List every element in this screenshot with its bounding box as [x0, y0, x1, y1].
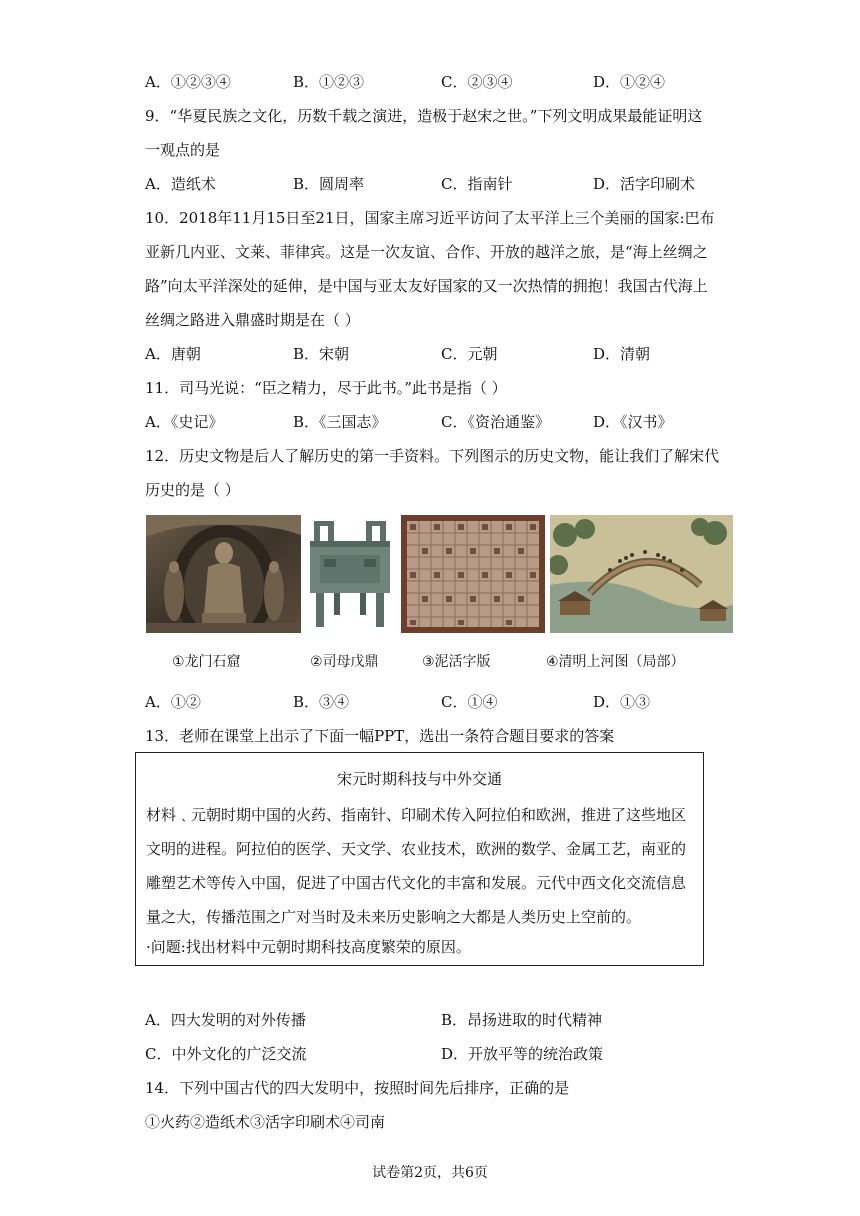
ppt-material-box: [135, 752, 704, 966]
q10-stem-line-4: 丝绸之路进入鼎盛时期是在（ ）: [145, 311, 360, 329]
caption-longmen: ①龙门石窟: [172, 654, 241, 670]
q10-option-c: C．元朝: [441, 345, 498, 363]
q9-option-d: D．活字印刷术: [593, 175, 696, 193]
q13-option-d: D．开放平等的统治政策: [441, 1045, 604, 1063]
q12-option-d: D．①③: [593, 693, 651, 711]
q11-option-c: C．《资治通鉴》: [441, 413, 550, 431]
qingming-scroll-image: [550, 515, 733, 633]
q10-stem-line-2: 亚新几内亚、文莱、菲律宾。这是一次友谊、合作、开放的越洋之旅，是“海上丝绸之: [145, 243, 708, 261]
box-question: ·问题:找出材料中元朝时期科技高度繁荣的原因。: [146, 938, 471, 956]
q13-stem: 13．老师在课堂上出示了下面一幅PPT，选出一条符合题目要求的答案: [145, 727, 615, 745]
q12-stem-line-2: 历史的是（ ）: [145, 481, 240, 499]
clay-movable-type-image: [401, 515, 545, 633]
simuwu-ding-image: [304, 515, 396, 633]
q10-option-d: D．清朝: [593, 345, 651, 363]
q11-option-a: A．《史记》: [145, 413, 224, 431]
box-line-4: 量之大，传播范围之广对当时及未来历史影响之大都是人类历史上空前的。: [146, 908, 642, 926]
q9-option-c: C．指南针: [441, 175, 513, 193]
q14-stem-line-2: ①火药②造纸术③活字印刷术④司南: [145, 1113, 386, 1131]
q12-option-a: A．①②: [145, 693, 201, 711]
q8-option-b: B．①②③: [293, 73, 365, 91]
q10-option-a: A．唐朝: [145, 345, 201, 363]
q8-option-c: C．②③④: [441, 73, 513, 91]
page-footer: 试卷第2页，共6页: [372, 1165, 488, 1181]
q11-option-b: B．《三国志》: [293, 413, 387, 431]
box-line-3: 雕塑艺术等传入中国，促进了中国古代文化的丰富和发展。元代中西文化交流信息: [146, 874, 687, 892]
q9-option-a: A．造纸术: [145, 175, 216, 193]
q13-option-c: C．中外文化的广泛交流: [145, 1045, 307, 1063]
box-line-2: 文明的进程。阿拉伯的医学、天文学、农业技术，欧洲的数学、金属工艺，南亚的: [146, 840, 687, 858]
longmen-grottoes-image: [146, 515, 301, 633]
q12-stem-line-1: 12．历史文物是后人了解历史的第一手资料。下列图示的历史文物，能让我们了解宋代: [145, 447, 720, 465]
q13-option-a: A．四大发明的对外传播: [145, 1011, 306, 1029]
q11-stem: 11．司马光说：“臣之精力，尽于此书。”此书是指（ ）: [145, 379, 507, 397]
q11-option-d: D．《汉书》: [593, 413, 673, 431]
q10-option-b: B．宋朝: [293, 345, 350, 363]
q8-option-d: D．①②④: [593, 73, 666, 91]
q10-stem-line-3: 路”向太平洋深处的延伸，是中国与亚太友好国家的又一次热情的拥抱！我国古代海上: [145, 277, 708, 295]
box-title: 宋元时期科技与中外交通: [336, 770, 502, 788]
q14-stem-line-1: 14．下列中国古代的四大发明中，按照时间先后排序，正确的是: [145, 1079, 570, 1097]
caption-simuwu: ②司母戊鼎: [310, 654, 379, 670]
caption-clay-type: ③泥活字版: [422, 654, 491, 670]
q9-option-b: B．圆周率: [293, 175, 365, 193]
caption-qingming: ④清明上河图（局部）: [546, 654, 685, 670]
q12-option-b: B．③④: [293, 693, 350, 711]
q10-stem-line-1: 10．2018年11月15日至21日，国家主席习近平访问了太平洋上三个美丽的国家:巴布: [145, 209, 715, 227]
q13-option-b: B．昂扬进取的时代精神: [441, 1011, 603, 1029]
box-line-1: 材料﹑元朝时期中国的火药、指南针、印刷术传入阿拉伯和欧洲，推进了这些地区: [146, 806, 687, 824]
q9-stem-line-2: 一观点的是: [145, 141, 221, 159]
q12-option-c: C．①④: [441, 693, 498, 711]
q8-option-a: A．①②③④: [145, 73, 231, 91]
q9-stem-line-1: 9．“华夏民族之文化，历数千载之演进，造极于赵宋之世。”下列文明成果最能证明这: [145, 107, 703, 125]
